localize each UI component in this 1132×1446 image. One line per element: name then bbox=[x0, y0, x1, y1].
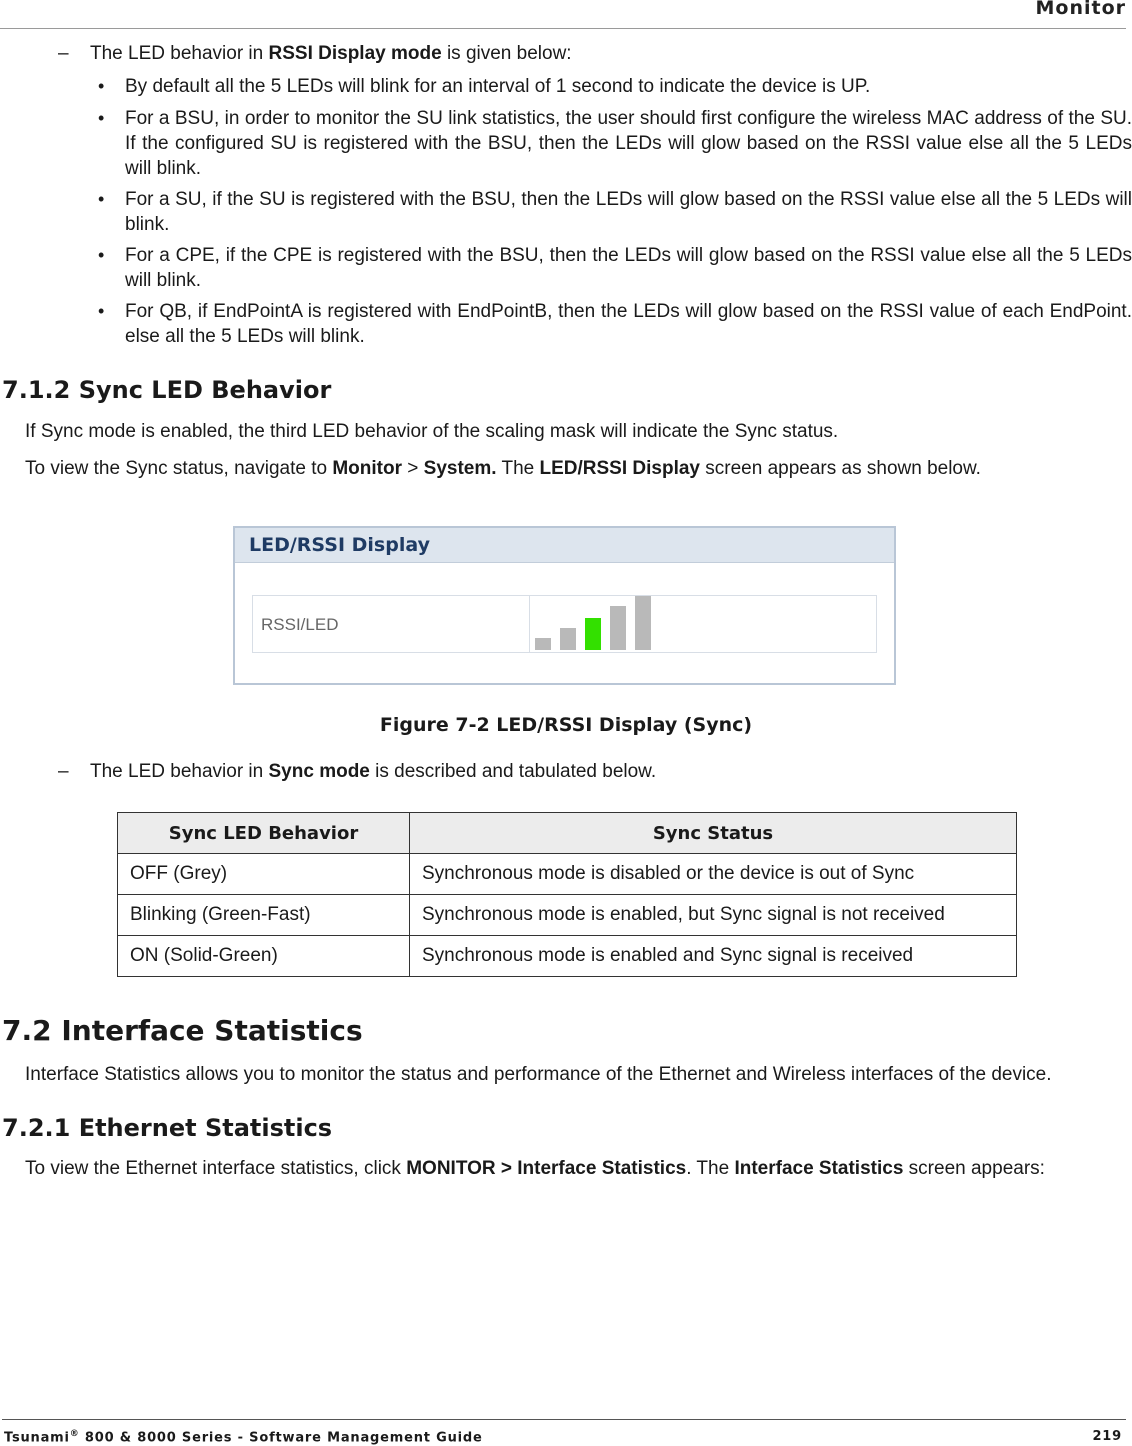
dash-marker: – bbox=[58, 43, 69, 64]
section-heading-7-2: 7.2 Interface Statistics bbox=[2, 1014, 363, 1047]
table-row bbox=[118, 895, 1017, 936]
interface-stats-paragraph: Interface Statistics allows you to monitor the status and performance of the Ethernet and Wireless interfaces of the device. bbox=[25, 1064, 1052, 1085]
figure-panel-title: LED/RSSI Display bbox=[235, 528, 894, 563]
sync-intro-bold: Sync mode bbox=[268, 761, 370, 782]
ethernet-stats-paragraph bbox=[25, 1158, 1122, 1180]
bullet-dot-icon: • bbox=[98, 108, 105, 128]
figure-caption: Figure 7-2 LED/RSSI Display (Sync) bbox=[379, 714, 753, 736]
page-footer bbox=[2, 1419, 1126, 1446]
running-header-title: Monitor bbox=[1035, 0, 1126, 19]
text-run: To view the Ethernet interface statistics, click bbox=[25, 1158, 407, 1179]
rssi-intro-line bbox=[58, 43, 572, 65]
bullet-text: For QB, if EndPointA is registered with EndPointB, then the LEDs will glow based on the RSSI value of each EndPoint. else all the 5 LEDs will blink. bbox=[125, 301, 1132, 347]
table-cell: ON (Solid-Green) bbox=[118, 936, 410, 977]
sync-intro-post: is described and tabulated below. bbox=[369, 761, 657, 782]
footer-doc-rest: 800 & 8000 Series - Software Management Guide bbox=[79, 1430, 483, 1446]
page-header bbox=[0, 0, 1126, 29]
bullet-dot-icon: • bbox=[98, 189, 105, 209]
led-bar-1-off bbox=[535, 638, 551, 650]
nav-monitor-term: Monitor bbox=[332, 458, 402, 479]
bullet-dot-icon: • bbox=[98, 301, 105, 321]
bullet-item bbox=[98, 106, 1132, 181]
table-cell: Blinking (Green-Fast) bbox=[118, 895, 410, 936]
rssi-led-label: RSSI/LED bbox=[253, 596, 530, 652]
bullet-item bbox=[98, 243, 1132, 293]
section-heading-7-2-1: 7.2.1 Ethernet Statistics bbox=[2, 1114, 333, 1142]
led-bar-2-off bbox=[560, 628, 576, 650]
section-heading-7-1-2: 7.1.2 Sync LED Behavior bbox=[2, 376, 332, 404]
bullet-item bbox=[98, 299, 1132, 349]
bullet-item bbox=[98, 74, 1132, 99]
nav-system-term: System. bbox=[423, 458, 497, 479]
page-number: 219 bbox=[1092, 1429, 1122, 1444]
led-bar-3-on bbox=[585, 618, 601, 650]
text-run: The bbox=[496, 458, 540, 479]
text-run: screen appears: bbox=[903, 1158, 1045, 1179]
table-cell: Synchronous mode is disabled or the device is out of Sync bbox=[410, 854, 1017, 895]
table-cell: Synchronous mode is enabled and Sync signal is received bbox=[410, 936, 1017, 977]
bullet-text: For a SU, if the SU is registered with the BSU, then the LEDs will glow based on the RSSI value else all the 5 LEDs will blink. bbox=[125, 189, 1132, 235]
table-row bbox=[118, 854, 1017, 895]
dash-marker: – bbox=[58, 761, 69, 782]
column-header-behavior: Sync LED Behavior bbox=[118, 813, 410, 854]
text-run: . The bbox=[686, 1158, 735, 1179]
sync-intro-line bbox=[58, 761, 657, 783]
rssi-intro-post: is given below: bbox=[441, 43, 572, 64]
column-header-status: Sync Status bbox=[410, 813, 1017, 854]
bullet-text: By default all the 5 LEDs will blink for an interval of 1 second to indicate the device is UP. bbox=[125, 76, 871, 97]
bullet-text: For a BSU, in order to monitor the SU link statistics, the user should first configure the wireless MAC address of the SU. If the configured SU is registered with the BSU, then the LEDs will glow based on the RSSI value else all the 5 LEDs will blink. bbox=[125, 108, 1132, 179]
table-cell: Synchronous mode is enabled, but Sync signal is not received bbox=[410, 895, 1017, 936]
sync-led-table bbox=[117, 812, 1017, 977]
table-row bbox=[118, 936, 1017, 977]
footer-brand: Tsunami bbox=[4, 1430, 70, 1446]
led-bar-5-off bbox=[635, 596, 651, 650]
led-bars bbox=[532, 596, 876, 652]
bullet-text: For a CPE, if the CPE is registered with the BSU, then the LEDs will glow based on the RSSI value else all the 5 LEDs will blink. bbox=[125, 245, 1132, 291]
rssi-intro-bold: RSSI Display mode bbox=[268, 43, 442, 64]
registered-mark: ® bbox=[69, 1429, 80, 1439]
table-header-row bbox=[118, 813, 1017, 854]
led-bar-4-off bbox=[610, 606, 626, 650]
sync-intro-pre: The LED behavior in bbox=[90, 761, 269, 782]
text-run: > bbox=[402, 458, 424, 479]
bullet-item bbox=[98, 187, 1132, 237]
text-run: screen appears as shown below. bbox=[700, 458, 981, 479]
bullet-dot-icon: • bbox=[98, 245, 105, 265]
led-rssi-display-figure bbox=[233, 526, 896, 685]
screen-name-term: LED/RSSI Display bbox=[539, 458, 700, 479]
nav-path-term: MONITOR > Interface Statistics bbox=[406, 1158, 687, 1179]
footer-doc-title bbox=[4, 1429, 483, 1445]
sync-paragraph-1: If Sync mode is enabled, the third LED behavior of the scaling mask will indicate the Sync status. bbox=[25, 421, 839, 442]
bullet-dot-icon: • bbox=[98, 76, 105, 96]
screen-name-term: Interface Statistics bbox=[734, 1158, 904, 1179]
rssi-led-row bbox=[252, 595, 877, 653]
table-cell: OFF (Grey) bbox=[118, 854, 410, 895]
sync-paragraph-2 bbox=[25, 458, 1122, 480]
text-run: To view the Sync status, navigate to bbox=[25, 458, 333, 479]
rssi-intro-pre: The LED behavior in bbox=[90, 43, 269, 64]
